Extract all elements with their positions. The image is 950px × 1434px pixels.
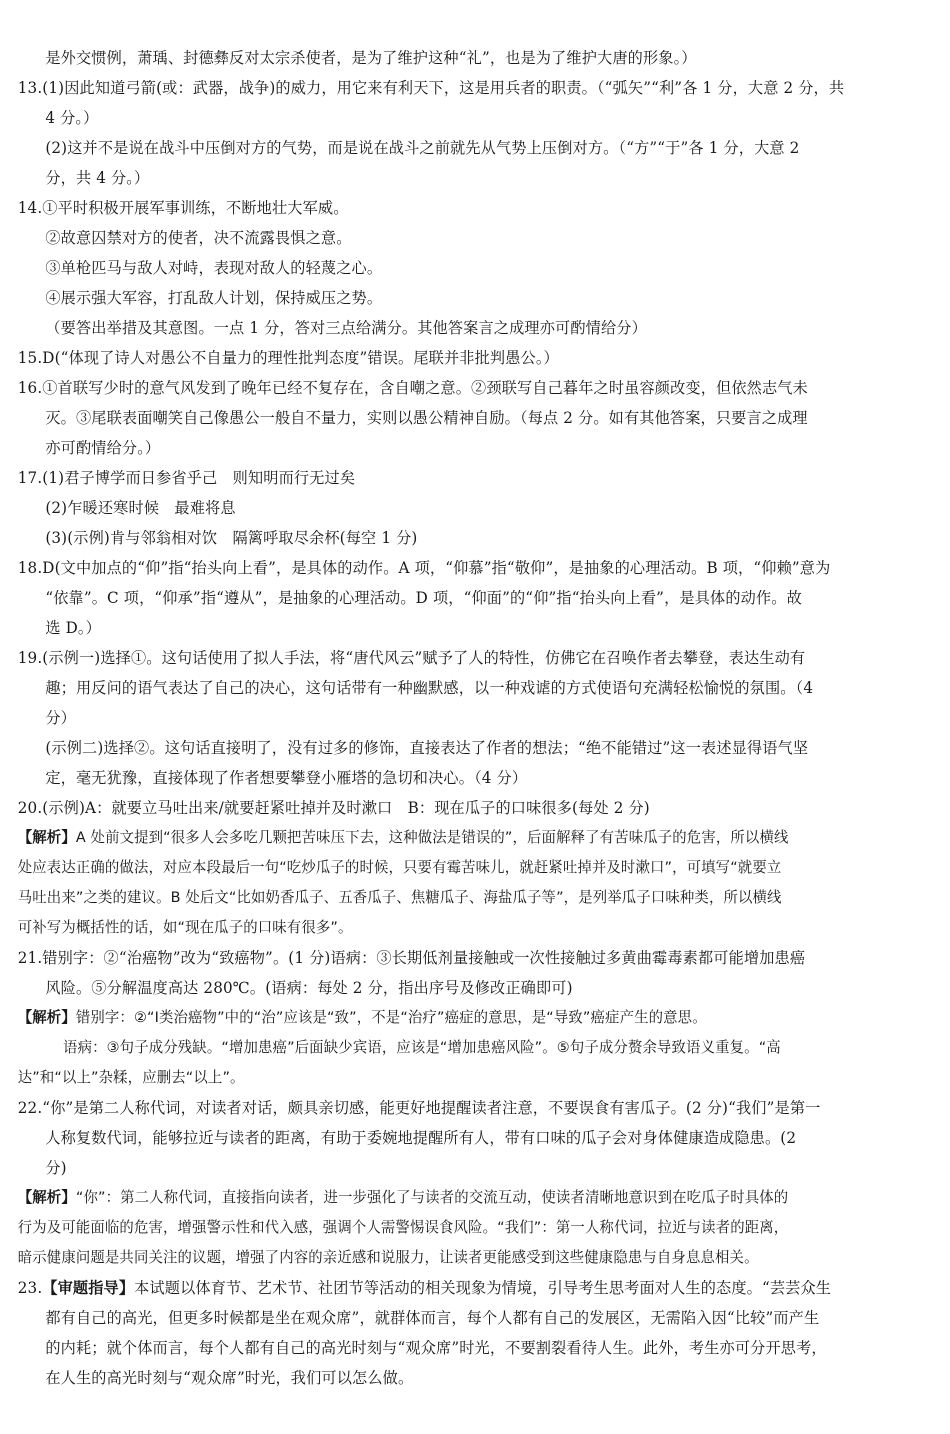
text-line: 分) [45,1159,67,1177]
text-line: ④展示强大军容，打乱敌人计划，保持威压之势。 [45,289,383,307]
analysis-line: 处应表达正确的做法，对应本段最后一句“吃炒瓜子的时候，只要有霉苦味儿，就赶紧吐掉并及时漱口”，可填写“就要立 [17,859,782,876]
text-line: 分，共 4 分。） [45,169,150,187]
question-15-line: 15.D(“体现了诗人对愚公不自量力的理性批判态度”错误。尾联并非批判愚公。） [0,346,936,370]
analysis-line: 暗示健康问题是共同关注的议题，增强了内容的亲近感和说服力，让读者更能感受到这些健康隐患与自身息息相关。 [17,1249,759,1266]
text-line: 风险。⑤分解温度高达 280℃。(语病：每处 2 分，指出序号及修改正确即可) [45,979,573,997]
text-line: （要答出举措及其意图。一点 1 分，答对三点给满分。其他答案言之成理亦可酌情给分） [45,319,647,337]
text-line: 定，毫无犹豫，直接体现了作者想要攀登小雁塔的急切和决心。（4 分） [45,769,528,787]
question-23-line: 23.【审题指导】本试题以体育节、艺术节、社团节等活动的相关现象为情境，引导考生思考面对人生的态度。“芸芸众生 [0,1276,936,1300]
text-line: (2)这并不是说在战斗中压倒对方的气势，而是说在战斗之前就先从气势上压倒对方。（“方”“于”各 1 分，大意 2 [45,139,800,157]
question-number: 13. [17,79,43,97]
analysis-tag: 【解析】 [17,829,76,846]
text-line: (3)(示例)肯与邻翁相对饮 隔篱呼取尽余杯(每空 1 分) [45,529,418,547]
text-line: 都有自己的高光，但更多时候都是坐在观众席”，就群体而言，每个人都有自己的发展区，无需陷入因“比较”而产生 [45,1309,820,1327]
question-number: 20. [17,799,43,817]
analysis-line: 【解析】错别字：②“Ⅰ类治癌物”中的“治”应该是“致”，不是“治疗”癌症的意思，是“导致”癌症产生的意思。 [17,1009,707,1026]
analysis-tag: 【解析】 [17,1009,76,1026]
question-22-line: 22.“你”是第二人称代词，对读者对话，颇具亲切感，能更好地提醒读者注意，不要误食有害瓜子。(2 分)“我们”是第一 [0,1096,936,1120]
question-number: 21. [17,949,43,967]
text-line: 分） [45,709,76,727]
question-21-line: 21.错别字：②“治癌物”改为“致癌物”。(1 分)语病：③长期低剂量接触或一次性接触过多黄曲霉毒素都可能增加患癌 [0,946,936,970]
text-line: 人称复数代词，能够拉近与读者的距离，有助于委婉地提醒所有人，带有口味的瓜子会对身体健康造成隐患。(2 [45,1129,797,1147]
analysis-line: 语病：③句子成分残缺。“增加患癌”后面缺少宾语，应该是“增加患癌风险”。⑤句子成分赘余导致语义重复。“高 [63,1039,781,1056]
question-number: 15. [17,349,43,367]
text-line: (示例二)选择②。这句话直接明了，没有过多的修饰，直接表达了作者的想法；“绝不能错过”这一表述显得语气坚 [45,739,809,757]
question-number: 14. [17,199,43,217]
text-line: 在人生的高光时刻与“观众席”时光，我们可以怎么做。 [45,1369,414,1387]
analysis-line: 【解析】A 处前文提到“很多人会多吃几颗把苦味压下去，这种做法是错误的”，后面解释了有苦味瓜子的危害，所以横线 [17,829,789,846]
question-17-line: 17.(1)君子博学而日参省乎己 则知明而行无过矣 [0,466,936,490]
analysis-line: 马吐出来”之类的建议。B 处后文“比如奶香瓜子、五香瓜子、焦糖瓜子、海盐瓜子等”，是列举瓜子口味种类，所以横线 [17,889,782,906]
question-number: 17. [17,469,43,487]
text-line: ②故意囚禁对方的使者，决不流露畏惧之意。 [45,229,352,247]
question-16-line: 16.①首联写少时的意气风发到了晚年已经不复存在，含自嘲之意。②颈联写自己暮年之时虽容颜改变，但依然志气未 [0,376,936,400]
text-line: 灭。③尾联表面嘲笑自己像愚公一般自不量力，实则以愚公精神自励。（每点 2 分。如有其他答案，只要言之成理 [45,409,808,427]
question-18-line: 18.D(文中加点的“仰”指“抬头向上看”，是具体的动作。A 项，“仰慕”指“敬仰”，是抽象的心理活动。B 项，“仰赖”意为 [0,556,936,580]
question-13-line: 13.(1)因此知道弓箭(或：武器，战争)的威力，用它来有利天下，这是用兵者的职责。（“弧矢”“利”各 1 分，大意 2 分，共 [0,76,936,100]
analysis-line: 可补写为概括性的话，如“现在瓜子的口味有很多”。 [17,919,353,936]
question-19-line: 19.(示例一)选择①。这句话使用了拟人手法，将“唐代风云”赋予了人的特性，仿佛它在召唤作者去攀登，表达生动有 [0,646,936,670]
text-line: 趣；用反问的语气表达了自己的决心，这句话带有一种幽默感，以一种戏谑的方式使语句充满轻松愉悦的氛围。（4 [45,679,814,697]
text-line: 选 D。） [45,619,101,637]
text-line: “依靠”。C 项，“仰承”指“遵从”，是抽象的心理活动。D 项，“仰面”的“仰”指“抬头向上看”，是具体的动作。故 [45,589,802,607]
analysis-tag: 【解析】 [17,1189,76,1206]
question-number: 22. [17,1099,43,1117]
question-number: 23. [17,1279,43,1297]
question-14-line: 14.①平时积极开展军事训练，不断地壮大军威。 [0,196,936,220]
question-number: 19. [17,649,43,667]
analysis-line: 【解析】“你”：第二人称代词，直接指向读者，进一步强化了与读者的交流互动，使读者清晰地意识到在吃瓜子时具体的 [17,1189,789,1206]
text-line: (2)乍暖还寒时候 最难将息 [45,499,236,517]
question-number: 18. [17,559,43,577]
analysis-line: 行为及可能面临的危害，增强警示性和代入感，强调个人需警惕误食风险。“我们”：第一人称代词，拉近与读者的距离， [17,1219,789,1236]
guidance-tag: 【审题指导】 [42,1279,135,1297]
text-line: 是外交惯例，萧瑀、封德彝反对太宗杀使者，是为了维护这种“礼”，也是为了维护大唐的形象。） [45,49,697,67]
text-line: ③单枪匹马与敌人对峙，表现对敌人的轻蔑之心。 [45,259,383,277]
question-number: 16. [17,379,43,397]
text-line: 4 分。） [45,109,99,127]
analysis-line: 达”和“以上”杂糅，应删去“以上”。 [17,1069,245,1086]
text-line: 亦可酌情给分。） [45,439,161,457]
text-line: 的内耗；就个体而言，每个人都有自己的高光时刻与“观众席”时光，不要割裂看待人生。此外，考生亦可分开思考， [45,1339,827,1357]
question-20-line: 20.(示例)A：就要立马吐出来/就要赶紧吐掉并及时漱口 B：现在瓜子的口味很多(每处 2 分) [0,796,936,820]
